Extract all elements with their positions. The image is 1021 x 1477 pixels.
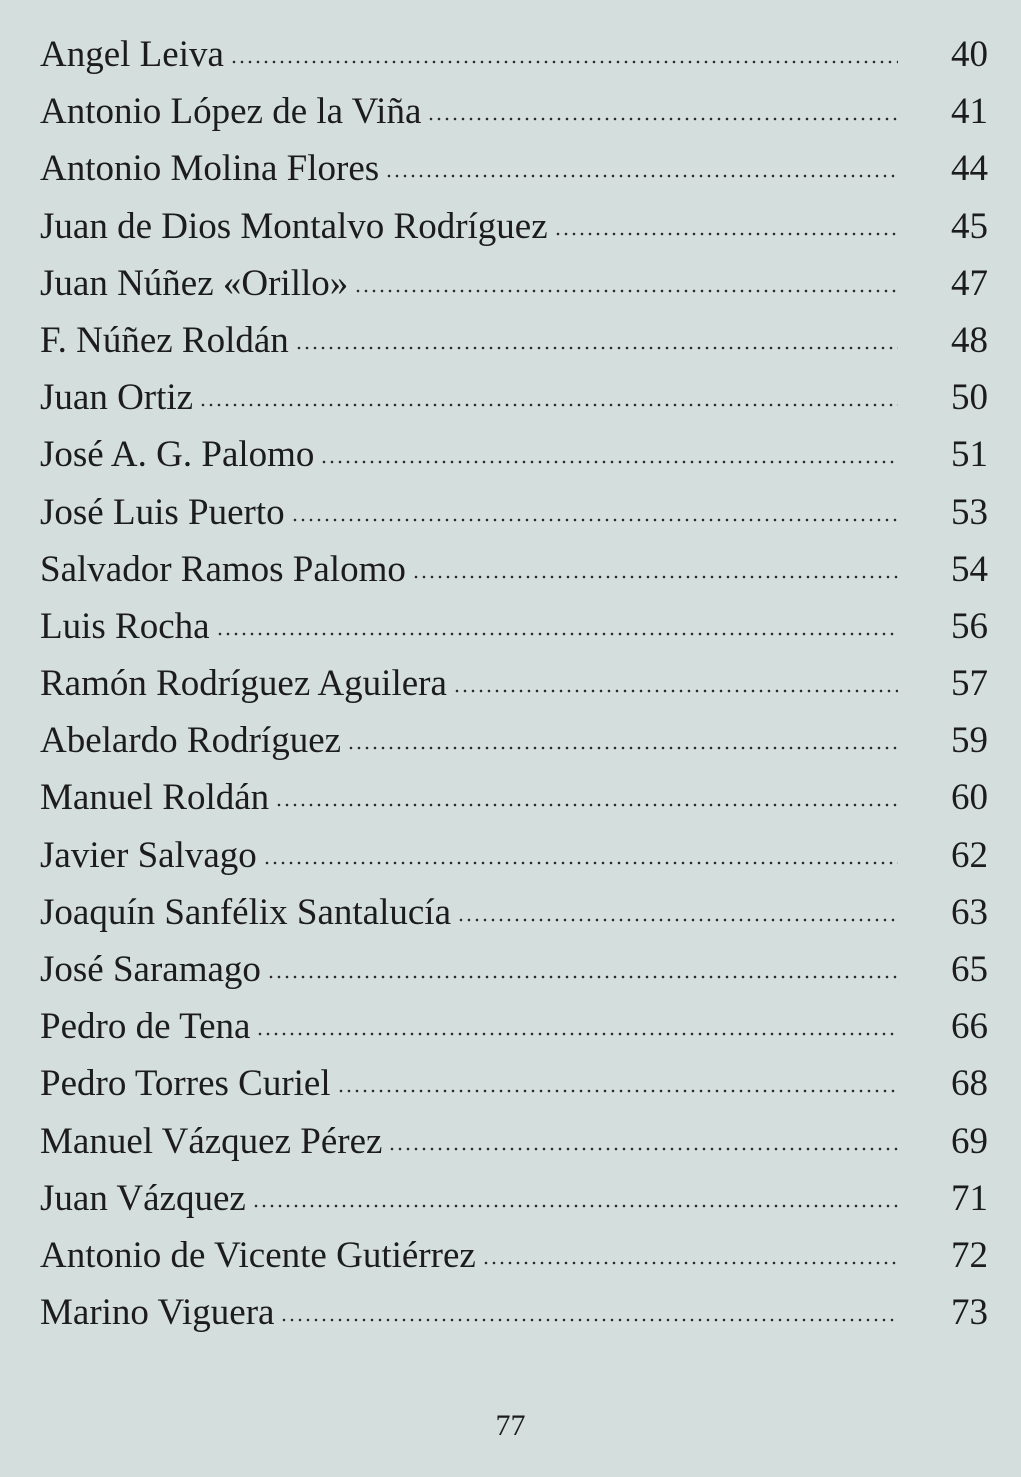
dot-leader xyxy=(295,346,898,350)
toc-entry xyxy=(40,941,988,998)
dot-leader xyxy=(354,289,898,293)
dot-leader xyxy=(291,518,898,522)
toc-entry-page: 72 xyxy=(951,1234,988,1276)
toc-entry-name: José Luis Puerto xyxy=(40,491,285,533)
toc-entry-page: 62 xyxy=(951,834,988,876)
dot-leader xyxy=(554,232,898,236)
toc-entry-name: Juan Ortiz xyxy=(40,377,194,419)
toc-entry-name: Juan de Dios Montalvo Rodríguez xyxy=(40,205,548,247)
dot-leader xyxy=(347,746,898,750)
dot-leader xyxy=(320,460,898,464)
dot-leader xyxy=(385,174,898,178)
toc-entry-page: 65 xyxy=(951,949,988,990)
toc-entry-name: José Saramago xyxy=(40,949,261,990)
toc-entry-page: 68 xyxy=(951,1063,988,1105)
dot-leader xyxy=(482,1261,898,1265)
toc-entry-name: Manuel Roldán xyxy=(40,777,270,819)
dot-leader xyxy=(337,1089,898,1093)
dot-leader xyxy=(216,632,898,636)
toc-entry xyxy=(40,655,988,712)
toc-entry-name: Ramón Rodríguez Aguilera xyxy=(40,663,447,705)
toc-entry-name: Antonio de Vicente Gutiérrez xyxy=(40,1234,476,1276)
toc-entry-name: F. Núñez Roldán xyxy=(40,319,289,361)
toc-entry-page: 63 xyxy=(951,891,988,933)
dot-leader xyxy=(267,975,898,979)
toc-entry-page: 51 xyxy=(951,434,988,476)
toc-entry xyxy=(40,769,988,826)
toc-entry-name: Antonio Molina Flores xyxy=(40,148,380,190)
toc-entry-name: Juan Núñez «Orillo» xyxy=(40,262,349,304)
toc-entry xyxy=(40,1170,988,1227)
toc-entry-page: 73 xyxy=(951,1292,988,1334)
toc-entry-page: 45 xyxy=(951,205,988,247)
toc-entry-page: 44 xyxy=(951,148,988,190)
toc-entry-page: 59 xyxy=(951,720,988,762)
toc-entry-name: Pedro Torres Curiel xyxy=(40,1063,331,1105)
toc-entry-name: José A. G. Palomo xyxy=(40,434,315,476)
toc-entry-page: 56 xyxy=(951,605,988,647)
toc-entry-page: 53 xyxy=(951,491,988,533)
toc-entry-page: 66 xyxy=(951,1006,988,1048)
toc-entry xyxy=(40,1113,988,1170)
toc-entry xyxy=(40,1284,988,1341)
toc-entry-page: 41 xyxy=(951,91,988,133)
toc-entry-page: 57 xyxy=(951,663,988,705)
dot-leader xyxy=(256,1032,898,1036)
toc-entry xyxy=(40,1227,988,1284)
toc-entry xyxy=(40,198,988,255)
table-of-contents xyxy=(40,26,988,1341)
toc-entry-name: Pedro de Tena xyxy=(40,1006,251,1048)
toc-entry-name: Angel Leiva xyxy=(40,34,224,75)
dot-leader xyxy=(412,575,898,579)
toc-entry-page: 40 xyxy=(951,34,988,75)
toc-entry-page: 60 xyxy=(951,777,988,819)
toc-entry xyxy=(40,884,988,941)
dot-leader xyxy=(275,803,898,807)
dot-leader xyxy=(457,918,898,922)
toc-entry-page: 71 xyxy=(951,1177,988,1219)
dot-leader xyxy=(199,403,898,407)
toc-entry xyxy=(40,998,988,1055)
dot-leader xyxy=(252,1204,898,1208)
toc-entry xyxy=(40,255,988,312)
toc-entry xyxy=(40,312,988,369)
toc-entry xyxy=(40,541,988,598)
dot-leader xyxy=(388,1147,898,1151)
toc-entry xyxy=(40,426,988,483)
toc-entry xyxy=(40,140,988,197)
toc-entry-page: 69 xyxy=(951,1120,988,1162)
page-number: 77 xyxy=(495,1409,526,1442)
dot-leader xyxy=(427,117,898,121)
toc-entry xyxy=(40,598,988,655)
toc-entry-name: Javier Salvago xyxy=(40,834,257,876)
toc-entry-name: Salvador Ramos Palomo xyxy=(40,548,406,590)
toc-entry-name: Marino Viguera xyxy=(40,1292,275,1334)
toc-entry-name: Joaquín Sanfélix Santalucía xyxy=(40,891,452,933)
dot-leader xyxy=(280,1318,898,1322)
dot-leader xyxy=(263,861,898,865)
toc-entry-name: Antonio López de la Viña xyxy=(40,91,422,133)
toc-entry xyxy=(40,83,988,140)
toc-entry-page: 48 xyxy=(951,319,988,361)
toc-entry-name: Luis Rocha xyxy=(40,605,210,647)
toc-entry-name: Manuel Vázquez Pérez xyxy=(40,1120,383,1162)
toc-entry-page: 54 xyxy=(951,548,988,590)
dot-leader xyxy=(230,60,898,64)
toc-entry-name: Abelardo Rodríguez xyxy=(40,720,342,762)
toc-entry-name: Juan Vázquez xyxy=(40,1177,246,1219)
toc-entry xyxy=(40,484,988,541)
toc-entry xyxy=(40,712,988,769)
toc-entry-page: 47 xyxy=(951,262,988,304)
toc-entry xyxy=(40,827,988,884)
toc-entry xyxy=(40,26,988,83)
dot-leader xyxy=(453,689,898,693)
toc-entry xyxy=(40,1055,988,1112)
toc-entry-page: 50 xyxy=(951,377,988,419)
toc-entry xyxy=(40,369,988,426)
